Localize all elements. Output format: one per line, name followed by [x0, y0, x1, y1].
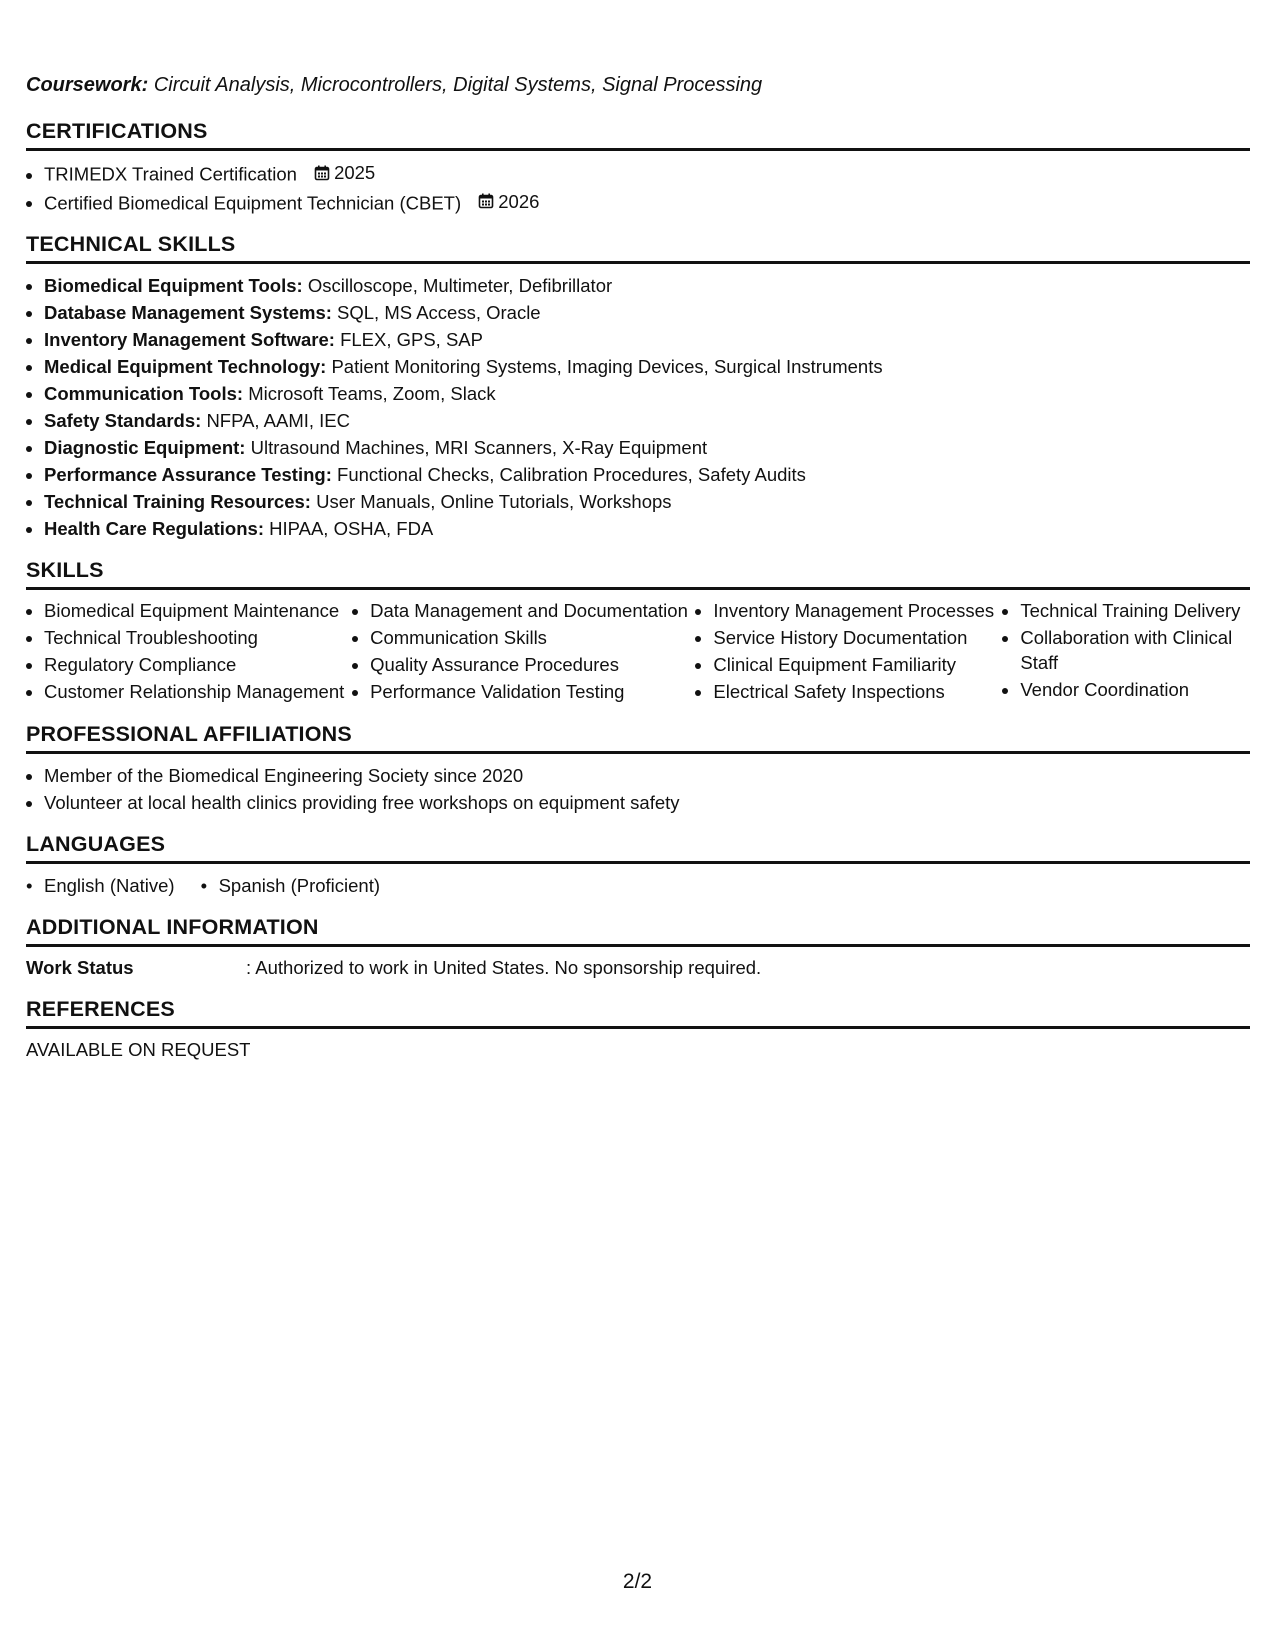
skills-heading: SKILLS — [26, 558, 1250, 590]
skills-section — [26, 558, 1250, 706]
skill-item: • Collaboration with Clinical Staff — [1020, 625, 1250, 675]
skill-item: • Data Management and Documentation — [370, 598, 695, 623]
skills-column-3 — [695, 598, 1002, 706]
references-section — [26, 997, 1250, 1063]
certification-date — [478, 188, 539, 215]
skills-column-2 — [352, 598, 695, 706]
technical-skill-item — [44, 272, 1250, 299]
languages-heading: LANGUAGES — [26, 832, 1250, 864]
skills-column-1 — [26, 598, 352, 706]
technical-skill-label: Health Care Regulations: — [44, 518, 264, 539]
certification-date — [314, 159, 375, 186]
technical-skills-section — [26, 232, 1250, 542]
skills-grid — [26, 598, 1250, 706]
work-status-label: Work Status — [26, 957, 134, 978]
calendar-icon — [478, 193, 494, 209]
language-item: • Spanish (Proficient) — [201, 872, 380, 899]
technical-skill-label: Medical Equipment Technology: — [44, 356, 327, 377]
technical-skill-value: SQL, MS Access, Oracle — [337, 302, 541, 323]
skill-item: • Performance Validation Testing — [370, 679, 695, 704]
skill-item: • Customer Relationship Management — [44, 679, 352, 704]
skill-item: • Electrical Safety Inspections — [713, 679, 1002, 704]
certification-name: Certified Biomedical Equipment Technician (CBET) — [44, 192, 462, 213]
technical-skill-item — [44, 515, 1250, 542]
technical-skill-value: NFPA, AAMI, IEC — [206, 410, 351, 431]
certification-year: 2025 — [334, 162, 376, 183]
certification-year: 2026 — [498, 190, 540, 212]
page-number: 2/2 — [622, 1570, 653, 1593]
technical-skill-label: Inventory Management Software: — [44, 329, 335, 350]
skill-item: • Technical Training Delivery — [1020, 598, 1250, 623]
technical-skill-label: Performance Assurance Testing: — [44, 464, 332, 485]
technical-skill-value: Microsoft Teams, Zoom, Slack — [248, 383, 496, 404]
affiliation-item: • Volunteer at local health clinics providing free workshops on equipment safety — [44, 789, 1250, 816]
technical-skill-item — [44, 326, 1250, 353]
skills-column-4 — [1002, 598, 1250, 706]
technical-skill-label: Biomedical Equipment Tools: — [44, 275, 303, 296]
technical-skills-heading: TECHNICAL SKILLS — [26, 232, 1250, 264]
technical-skill-label: Database Management Systems: — [44, 302, 332, 323]
technical-skill-value: FLEX, GPS, SAP — [340, 329, 483, 350]
calendar-icon — [314, 165, 330, 181]
affiliations-section — [26, 722, 1250, 816]
technical-skill-value: Ultrasound Machines, MRI Scanners, X-Ray Equipment — [250, 437, 708, 458]
technical-skill-item — [44, 380, 1250, 407]
technical-skill-label: Communication Tools: — [44, 383, 244, 404]
coursework-label: Coursework: — [26, 74, 149, 96]
skill-item: • Inventory Management Processes — [713, 598, 1002, 623]
technical-skill-label: Technical Training Resources: — [44, 491, 311, 512]
technical-skill-value: Patient Monitoring Systems, Imaging Devices, Surgical Instruments — [331, 356, 883, 377]
technical-skill-value: HIPAA, OSHA, FDA — [269, 518, 434, 539]
skill-item: • Technical Troubleshooting — [44, 625, 352, 650]
work-status-row — [26, 955, 1250, 981]
certification-item — [44, 188, 1250, 217]
technical-skill-item — [44, 461, 1250, 488]
technical-skills-list — [26, 272, 1250, 542]
certification-item — [44, 159, 1250, 188]
references-heading: REFERENCES — [26, 997, 1250, 1029]
technical-skill-item — [44, 299, 1250, 326]
affiliations-list — [26, 762, 1250, 816]
skill-item: • Quality Assurance Procedures — [370, 652, 695, 677]
affiliation-item: • Member of the Biomedical Engineering Society since 2020 — [44, 762, 1250, 789]
certifications-list — [26, 159, 1250, 216]
languages-list — [26, 872, 1250, 899]
technical-skill-label: Safety Standards: — [44, 410, 202, 431]
coursework-line — [26, 74, 1250, 97]
technical-skill-value: Functional Checks, Calibration Procedures, Safety Audits — [337, 464, 806, 485]
coursework-value: Circuit Analysis, Microcontrollers, Digital Systems, Signal Processing — [153, 74, 763, 96]
technical-skill-value: User Manuals, Online Tutorials, Workshops — [316, 491, 672, 512]
affiliations-heading: PROFESSIONAL AFFILIATIONS — [26, 722, 1250, 754]
technical-skill-item — [44, 353, 1250, 380]
skill-item: • Service History Documentation — [713, 625, 1002, 650]
technical-skill-item — [44, 407, 1250, 434]
skill-item: • Clinical Equipment Familiarity — [713, 652, 1002, 677]
work-status-value: : Authorized to work in United States. No sponsorship required. — [246, 957, 762, 978]
certifications-heading: CERTIFICATIONS — [26, 119, 1250, 151]
additional-info-section — [26, 915, 1250, 981]
languages-section — [26, 832, 1250, 899]
technical-skill-label: Diagnostic Equipment: — [44, 437, 246, 458]
skill-item: • Vendor Coordination — [1020, 677, 1250, 702]
skill-item: • Regulatory Compliance — [44, 652, 352, 677]
technical-skill-item — [44, 488, 1250, 515]
additional-info-heading: ADDITIONAL INFORMATION — [26, 915, 1250, 947]
certifications-section — [26, 119, 1250, 216]
language-item: • English (Native) — [26, 872, 175, 899]
certification-name: TRIMEDX Trained Certification — [44, 163, 297, 185]
references-text: AVAILABLE ON REQUEST — [26, 1039, 251, 1060]
resume-page-2 — [26, 74, 1250, 1063]
skill-item: • Biomedical Equipment Maintenance — [44, 598, 352, 623]
technical-skill-item — [44, 434, 1250, 461]
technical-skill-value: Oscilloscope, Multimeter, Defibrillator — [307, 275, 613, 296]
skill-item: • Communication Skills — [370, 625, 695, 650]
